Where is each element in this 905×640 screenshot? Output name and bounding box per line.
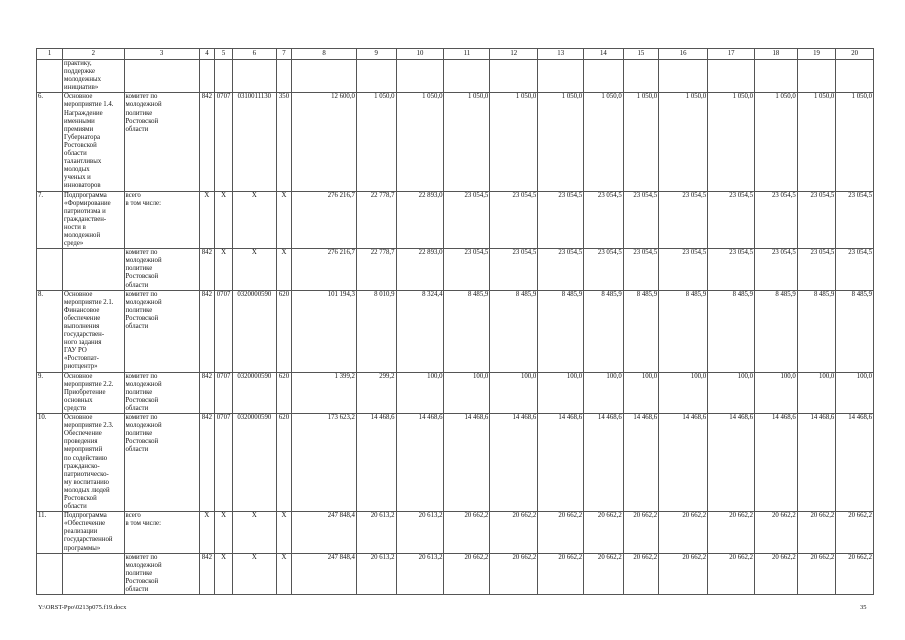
table-cell: 1 050,0 — [444, 93, 490, 191]
table-cell — [37, 60, 63, 93]
column-header-3: 3 — [124, 49, 199, 60]
column-header-17: 17 — [708, 49, 755, 60]
table-cell: 23 054,5 — [708, 191, 755, 249]
table-cell: 23 054,5 — [836, 191, 874, 249]
column-header-2: 2 — [63, 49, 124, 60]
table-row — [37, 414, 874, 512]
table-cell — [708, 60, 755, 93]
table-cell: Подпрограмма «Формирование патриотизма и гражданствен- ности в молодежной среде» — [63, 191, 124, 249]
table-cell: 20 662,2 — [584, 512, 624, 553]
table-cell: 20 662,2 — [708, 553, 755, 594]
table-cell: 20 613,2 — [356, 512, 396, 553]
table-cell — [659, 60, 708, 93]
table-cell: Х — [215, 512, 233, 553]
table-cell: 100,0 — [584, 372, 624, 413]
table-cell: всего в том числе: — [124, 191, 199, 249]
table-cell: 842 — [199, 372, 215, 413]
table-cell: 20 662,2 — [584, 553, 624, 594]
table-cell: 620 — [276, 414, 292, 512]
header-row — [37, 49, 874, 60]
table-cell: 23 054,5 — [708, 249, 755, 290]
table-cell: 8 485,9 — [836, 290, 874, 372]
table-cell: комитет по молодежной политике Ростовской области — [124, 414, 199, 512]
table-cell: комитет по молодежной политике Ростовской области — [124, 290, 199, 372]
table-cell: 100,0 — [836, 372, 874, 413]
table-cell: 100,0 — [755, 372, 798, 413]
table-cell: 276 216,7 — [292, 191, 357, 249]
table-cell: 8 485,9 — [623, 290, 658, 372]
table-cell: 1 050,0 — [623, 93, 658, 191]
table-cell: 8 485,9 — [797, 290, 836, 372]
table-cell: 842 — [199, 553, 215, 594]
table-cell: 20 662,2 — [490, 553, 538, 594]
column-header-8: 8 — [292, 49, 357, 60]
table-cell: 20 613,2 — [396, 553, 444, 594]
table-cell: 8 485,9 — [755, 290, 798, 372]
table-row — [37, 60, 874, 93]
table-cell: 1 050,0 — [356, 93, 396, 191]
table-cell: 173 623,2 — [292, 414, 357, 512]
table-cell: Х — [215, 249, 233, 290]
table-cell — [797, 60, 836, 93]
table-body — [37, 60, 874, 595]
column-header-11: 11 — [444, 49, 490, 60]
table-cell: 0320000590 — [232, 290, 276, 372]
table-cell: 842 — [199, 414, 215, 512]
table-cell — [276, 60, 292, 93]
table-cell: Х — [232, 191, 276, 249]
table-cell: 1 050,0 — [755, 93, 798, 191]
table-cell: 23 054,5 — [538, 249, 584, 290]
table-cell: 0707 — [215, 93, 233, 191]
column-header-20: 20 — [836, 49, 874, 60]
table-cell: 20 613,2 — [396, 512, 444, 553]
table-cell: 1 050,0 — [396, 93, 444, 191]
table-cell: 23 054,5 — [797, 249, 836, 290]
table-cell: 14 468,6 — [396, 414, 444, 512]
table-cell — [124, 60, 199, 93]
column-header-12: 12 — [490, 49, 538, 60]
table-cell: 1 050,0 — [836, 93, 874, 191]
table-cell: 842 — [199, 290, 215, 372]
table-cell: 276 216,7 — [292, 249, 357, 290]
table-cell: 23 054,5 — [623, 249, 658, 290]
table-cell: 7. — [37, 191, 63, 249]
table-cell: комитет по молодежной политике Ростовской области — [124, 93, 199, 191]
column-header-15: 15 — [623, 49, 658, 60]
table-cell: практику, поддержке молодежных инициатив» — [63, 60, 124, 93]
table-cell: Х — [276, 191, 292, 249]
table-cell: 14 468,6 — [538, 414, 584, 512]
table-cell: 20 662,2 — [623, 512, 658, 553]
table-row — [37, 249, 874, 290]
table-cell — [755, 60, 798, 93]
table-cell: 8 485,9 — [490, 290, 538, 372]
table-cell: 1 050,0 — [659, 93, 708, 191]
table-cell: 20 662,2 — [659, 553, 708, 594]
table-cell: 20 662,2 — [444, 512, 490, 553]
table-cell: 23 054,5 — [444, 191, 490, 249]
table-cell: Основное мероприятие 2.2. Приобретение основных средств — [63, 372, 124, 413]
table-cell: 350 — [276, 93, 292, 191]
table-cell: 0707 — [215, 290, 233, 372]
table-cell: 20 662,2 — [836, 512, 874, 553]
table-cell: 1 050,0 — [708, 93, 755, 191]
table-cell: 0320000590 — [232, 414, 276, 512]
table-cell: 23 054,5 — [623, 191, 658, 249]
table-cell: 20 662,2 — [538, 553, 584, 594]
table-cell: Х — [199, 191, 215, 249]
table-cell: всего в том числе: — [124, 512, 199, 553]
column-header-14: 14 — [584, 49, 624, 60]
table-cell: Х — [232, 512, 276, 553]
table-cell: комитет по молодежной политике Ростовской области — [124, 553, 199, 594]
table-cell: 14 468,6 — [797, 414, 836, 512]
table-cell: 23 054,5 — [836, 249, 874, 290]
column-header-13: 13 — [538, 49, 584, 60]
table-cell: 23 054,5 — [797, 191, 836, 249]
table-cell: 14 468,6 — [708, 414, 755, 512]
column-header-4: 4 — [199, 49, 215, 60]
table-cell: 12 600,0 — [292, 93, 357, 191]
table-row — [37, 512, 874, 553]
table-cell — [37, 249, 63, 290]
table-cell: 20 662,2 — [623, 553, 658, 594]
column-header-7: 7 — [276, 49, 292, 60]
table-cell: 0320000590 — [232, 372, 276, 413]
table-cell: 22 893,0 — [396, 191, 444, 249]
table-cell: Х — [232, 249, 276, 290]
table-cell: 0707 — [215, 372, 233, 413]
table-cell — [199, 60, 215, 93]
table-cell — [356, 60, 396, 93]
table-cell: 1 399,2 — [292, 372, 357, 413]
table-cell: Подпрограмма «Обеспечение реализации государственной программы» — [63, 512, 124, 553]
table-cell — [584, 60, 624, 93]
table-cell — [37, 553, 63, 594]
table-cell: 620 — [276, 290, 292, 372]
table-cell: 20 662,2 — [755, 553, 798, 594]
table-cell: Х — [199, 512, 215, 553]
table-cell: 100,0 — [797, 372, 836, 413]
table-cell: 23 054,5 — [584, 249, 624, 290]
table-cell: 23 054,5 — [538, 191, 584, 249]
table-cell — [836, 60, 874, 93]
table-cell: 14 468,6 — [836, 414, 874, 512]
table-cell: 8 485,9 — [659, 290, 708, 372]
table-cell: 1 050,0 — [538, 93, 584, 191]
table-row — [37, 191, 874, 249]
column-header-16: 16 — [659, 49, 708, 60]
table-cell: 20 662,2 — [444, 553, 490, 594]
budget-table — [36, 48, 874, 595]
table-cell: Х — [276, 249, 292, 290]
column-header-1: 1 — [37, 49, 63, 60]
column-header-9: 9 — [356, 49, 396, 60]
table-cell: 20 662,2 — [538, 512, 584, 553]
table-cell: комитет по молодежной политике Ростовской области — [124, 249, 199, 290]
table-cell: Основное мероприятие 2.3. Обеспечение проведения мероприятий по содействию гражданско- патриотическо- му воспитанию молодых людей Ростовской области — [63, 414, 124, 512]
table-cell: 14 468,6 — [755, 414, 798, 512]
column-header-5: 5 — [215, 49, 233, 60]
table-row — [37, 290, 874, 372]
table-cell: 8 485,9 — [708, 290, 755, 372]
table-cell: 23 054,5 — [755, 191, 798, 249]
table-cell: 1 050,0 — [797, 93, 836, 191]
table-cell: 14 468,6 — [659, 414, 708, 512]
table-cell: 9. — [37, 372, 63, 413]
table-cell: 20 662,2 — [659, 512, 708, 553]
table-cell — [538, 60, 584, 93]
table-cell: 11. — [37, 512, 63, 553]
table-cell: 23 054,5 — [490, 191, 538, 249]
table-cell: 23 054,5 — [659, 249, 708, 290]
table-cell: 8 485,9 — [584, 290, 624, 372]
table-cell: 247 848,4 — [292, 553, 357, 594]
table-cell: 20 662,2 — [797, 512, 836, 553]
table-cell: 23 054,5 — [755, 249, 798, 290]
table-cell: 299,2 — [356, 372, 396, 413]
table-cell: Х — [276, 553, 292, 594]
table-cell: 842 — [199, 249, 215, 290]
table-cell: 22 893,0 — [396, 249, 444, 290]
table-cell: 23 054,5 — [659, 191, 708, 249]
table-cell: 8 324,4 — [396, 290, 444, 372]
table-cell: 10. — [37, 414, 63, 512]
table-cell: 842 — [199, 93, 215, 191]
table-cell: 0310011130 — [232, 93, 276, 191]
table-cell: 14 468,6 — [356, 414, 396, 512]
file-path: Y:\ORST-Ppo\0213p075.f19.docx — [38, 604, 127, 611]
column-header-18: 18 — [755, 49, 798, 60]
table-cell: Основное мероприятие 1.4. Награждение именными премиями Губернатора Ростовской области талантливых молодых ученых и инноваторов — [63, 93, 124, 191]
table-cell: 23 054,5 — [490, 249, 538, 290]
table-row — [37, 93, 874, 191]
column-header-10: 10 — [396, 49, 444, 60]
table-cell: 100,0 — [623, 372, 658, 413]
table-cell: 100,0 — [708, 372, 755, 413]
table-cell: 620 — [276, 372, 292, 413]
table-cell: 0707 — [215, 414, 233, 512]
table-cell: 100,0 — [396, 372, 444, 413]
table-cell: 100,0 — [444, 372, 490, 413]
table-cell: 8 485,9 — [538, 290, 584, 372]
table-row — [37, 553, 874, 594]
table-cell: 8 010,9 — [356, 290, 396, 372]
table-cell — [63, 553, 124, 594]
table-cell: комитет по молодежной политике Ростовской области — [124, 372, 199, 413]
table-row — [37, 372, 874, 413]
table-cell: Х — [232, 553, 276, 594]
table-cell: 14 468,6 — [444, 414, 490, 512]
table-cell — [292, 60, 357, 93]
column-header-6: 6 — [232, 49, 276, 60]
table-cell: 23 054,5 — [444, 249, 490, 290]
table-cell: 101 194,3 — [292, 290, 357, 372]
table-cell — [63, 249, 124, 290]
table-cell — [490, 60, 538, 93]
table-cell: 100,0 — [538, 372, 584, 413]
table-cell — [232, 60, 276, 93]
table-cell: 14 468,6 — [490, 414, 538, 512]
table-cell: 100,0 — [659, 372, 708, 413]
table-cell: 20 662,2 — [797, 553, 836, 594]
table-cell: 1 050,0 — [490, 93, 538, 191]
table-cell: 247 848,4 — [292, 512, 357, 553]
table-cell: Х — [276, 512, 292, 553]
table-cell: 8 485,9 — [444, 290, 490, 372]
table-cell: 20 662,2 — [755, 512, 798, 553]
table-cell — [444, 60, 490, 93]
table-cell: Основное мероприятие 2.1. Финансовое обеспечение выполнения государствен- ного задания ГАУ РО «Ростовпат- риотцентр» — [63, 290, 124, 372]
table-cell: 20 613,2 — [356, 553, 396, 594]
table-cell — [215, 60, 233, 93]
table-cell: 20 662,2 — [708, 512, 755, 553]
table-cell: 8. — [37, 290, 63, 372]
table-cell: 100,0 — [490, 372, 538, 413]
table-cell: 6. — [37, 93, 63, 191]
table-cell: 20 662,2 — [490, 512, 538, 553]
table-cell: Х — [215, 191, 233, 249]
page-number: 35 — [860, 604, 867, 611]
table-cell: 22 778,7 — [356, 191, 396, 249]
column-header-19: 19 — [797, 49, 836, 60]
table-cell: 1 050,0 — [584, 93, 624, 191]
table-cell: Х — [215, 553, 233, 594]
table-cell: 23 054,5 — [584, 191, 624, 249]
table-cell: 20 662,2 — [836, 553, 874, 594]
table-cell — [623, 60, 658, 93]
table-cell — [396, 60, 444, 93]
table-cell: 14 468,6 — [623, 414, 658, 512]
table-cell: 14 468,6 — [584, 414, 624, 512]
table-cell: 22 778,7 — [356, 249, 396, 290]
